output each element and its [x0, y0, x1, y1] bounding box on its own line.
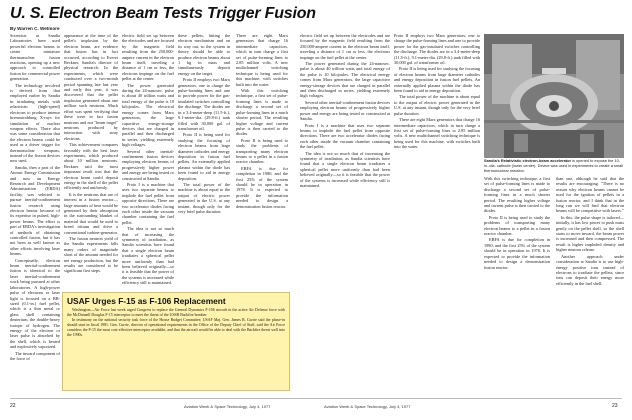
- paragraph: With this switching technique, a first set of pulse-forming lines is made to discharge a second set of pulse-forming lines in a much shorter period. The resulting higher voltage and current pulse is then carried to the diodes.: [236, 88, 288, 137]
- paragraph: The fusion neutron yield of the Sandia experiments falls many orders of magnitude short of the amount needed for net energy production, but the results are considered to be significant first steps.: [64, 236, 118, 274]
- paragraph: Several other inertial-confinement fusion devices employing electron beams of progressively higher power and energy are being tested or constructed at Sandia.: [122, 148, 174, 181]
- paragraph: Sandia, then a part of the Atomic Energy Commission and now an Energy Research and Development Administration (ERDA) facility, was selected to pursue inertial-confinement fusion research using electron beams because of its expertise in pulsed, high-power beams. The effort is part of ERDA's investigation of methods of obtaining controlled fusion, but it has not been as well known as other efforts involving laser beams.: [10, 164, 60, 257]
- paragraph: Scientists at Sandia Laboratories have used powerful electron beams to create miniature thermonuclear fusion reactions, opening up a new approach to controlled fusion for commercial power generation.: [10, 33, 60, 82]
- paragraph: The power generated during the 24-nanosec. pulse is about 40 trillion watts and total energy of the pulse is 10 kilojoules. The electrical energy comes from Marx generators, the large capacitive energy-storage devices that are charged in parallel and then discharged in series, yielding extremely high voltages.: [300, 61, 390, 99]
- paragraph: The idea is not so much that of increasing the symmetry of irradiation, as Sandia scientists have found that a single electron beam irradiates a spherical pellet more uniformly than had been believed originally—so it is feasible that the power of the systems is increased while efficiency still is maintained.: [300, 150, 390, 188]
- paragraph: these pellets, hitting the electron mechanism and on its way out, so the system in theory should be able to produce electron beams about 1 kg in mass and simultaneously deposit energy on the target.: [178, 33, 230, 76]
- column-6: [300, 33, 390, 395]
- paragraph: Proto I is a machine that uses two separate beams to implode the fuel pellet from opposite directions. There are two accelerator diodes facing each other inside the vacuum chamber containing the fuel pellet.: [300, 122, 390, 150]
- column-2: [64, 33, 118, 289]
- paragraph: Proto II employs two Marx generators, one to charge the pulse-forming lines and one to provide power for the gas-insulated switches controlling the discharge. The diodes are in a 3.4-meter-deep (11.5-ft.), 9.1-meter-dia. (29.8-ft.) tank filled with 30,000 gal. of transformer oil.: [394, 33, 480, 66]
- caption-text: is opened to expose the 10-in.-dia. cathode (lower center). Device was used in experiments to create a small thermonuclear reaction.: [484, 158, 624, 173]
- paragraph: The total power of the machine is about equal to the output of electric power generated in the U.S. at any instant, though only for the very brief pulse duration.: [178, 181, 230, 214]
- paragraph: Proto II employs two Marx generators, one to charge the pulse-forming lines and one to provide power for the gas-insulated switches controlling the discharge. The diodes are in a 3.4-meter-deep (11.5-ft.), 9.1-meter-dia. (29.8-ft.) tank filled with 30,000 gal. of transformer oil.: [178, 77, 230, 131]
- page-number-left: 22: [10, 403, 16, 409]
- column-9: [556, 176, 624, 395]
- paragraph: The idea is not so much that of increasing the symmetry of irradiation, as Sandia scientists have found that a single electron beam irradiates a spherical pellet more uniformly than had been believed originally—so it is feasible that the power of the systems is increased while efficiency still is maintained.: [122, 226, 174, 286]
- paragraph: Proto II is being used to study the problems of transporting many electron beams to a pellet in a fusion reactor chamber.: [484, 214, 550, 237]
- paragraph: The total power of the machine is about equal to the output of electric power generated in the U.S. at any instant, though only for the very brief pulse duration.: [394, 94, 480, 116]
- column-3: [122, 33, 174, 289]
- paragraph: The power generated during the 24-nanosec. pulse is about 40 trillion watts and total energy of the pulse is 10 kilojoules. The electrical energy comes from Marx generators, the large capacitive energy-storage devices that are charged in parallel and then discharged in series, yielding extremely high voltages.: [122, 82, 174, 148]
- paragraph: Several other inertial-confinement fusion devices employing electron beams of progressively higher power and energy are being tested or constructed at Sandia.: [300, 99, 390, 122]
- column-4: [178, 33, 230, 289]
- sidebar-box: [62, 292, 290, 391]
- paragraph: EBFA is due for completion in 1980, and the first 25% of the system should be in operation in 1978. It is expected to provide the information needed to design a demonstration fusion reactor.: [484, 237, 550, 270]
- paragraph: than one, although he said that the results are encouraging. "There is no reason why electron beams cannot be used for the ignition of pellets in a fusion reactor, and I think that in the long run we will find that electron beams will be competitive with lasers.": [556, 176, 624, 214]
- paragraph: EBFA is due for completion in 1980, and the first 25% of the system should be in operation in 1978. It is expected to provide the information needed to design a demonstration fusion reactor.: [236, 165, 288, 209]
- sidebar-paragraph: In testimony on the national security task force of the House Budget Committee, USAF Maj. Gen. James R. Currie said the phase-in should start in fiscal 1981. Gen. Currie, director of operational requirements in the Office of the Deputy Chief of Staff, said the Air Force considers the F-15 the most cost-effective interceptor available, and that the aircraft would be able to deal with the Backfire threat well into the 1990s.: [67, 317, 285, 337]
- paragraph: With this switching technique, a first set of pulse-forming lines is made to discharge a second set of pulse-forming lines in a much shorter period. The resulting higher voltage and current pulse is then carried to the diodes.: [484, 176, 550, 214]
- paragraph: Proto II is being used to study the problems of transporting many electron beams to a pellet in a fusion reactor chamber.: [236, 137, 288, 165]
- paragraph: electric field set up between the electrodes and are focused by the magnetic field resulting from the 250,000-ampere current in the electron beam itself, traveling a distance of 1 cm or less, the electrons impinge on the fuel pellet at the center.: [122, 33, 174, 82]
- column-7: [394, 33, 480, 395]
- paragraph: Proto II is being used for studying the focusing of electron beams from large diameter cathodes and energy deposition in fusion fuel pellets. An externally applied plasma within the diode has been found to aid in energy deposition.: [394, 66, 480, 94]
- article-headline: U. S. Electron Beam Tests Trigger Fusion: [10, 5, 316, 22]
- column-8: [484, 176, 550, 395]
- footer-divider: [10, 398, 622, 399]
- paragraph: Another approach under consideration at Sandia is to use high-energy positive ions instead of electrons to irradiate the pellets, since ions can deposit their energy more efficiently in the fuel shell.: [556, 253, 624, 286]
- column-5: [236, 33, 288, 289]
- footer-right: Aviation Week & Space Technology, July 4, 1977: [324, 404, 411, 409]
- paragraph: In this, the pulse shape is tailored—initially, it has low power to push mass gently on the pellet shell, so the shell starts to move inward, the beam power is increased and then compressed. The result is higher imploded density and higher neutron release.: [556, 214, 624, 253]
- paragraph: appearance at the time of the pellet's implosion by the electron beam, are evidence that fusion has in fact occurred, according to Everet Beckner, Sandia's director of physical research. In the experiments, which were conducted over a two-month period spanning late last year and early this year, it was discovered that the pellet implosion generated about one million such neutrons. Much effort was spent verifying that these were in fact fusion neutrons and not "beam target" neutrons produced by interaction with stray electrons.: [64, 33, 118, 141]
- paragraph: Conceptually, electron beam inertial-confinement fusion is identical to the laser inertial-confinement work being pursued at other laboratories. A high-power pulse of electrons or laser light is focused on a BB-sized (0.1-in.) fuel pellet, which is a thin metal or glass shell containing deuterium, the double-heavy isotope of hydrogen. The energy of the electron or laser pulse is absorbed by the shell, which is heated and explosively vaporized.: [10, 257, 60, 350]
- paragraph: Proto I is a machine that uses two separate beams to implode the fuel pellet from opposite directions. There are two accelerator diodes facing each other inside the vacuum chamber containing the fuel pellet.: [122, 181, 174, 225]
- paragraph: There are eight Marx generators that charge 16 intermediate capacitors, which in turn charge a first set of pulse-forming lines to 2.85 million volts. A new multichannel switching technique is being used for this machine, with switches built into the water.: [236, 33, 288, 87]
- accelerator-photo: [484, 34, 624, 158]
- column-1: [10, 33, 60, 395]
- paragraph: The inward component of the force of: [10, 350, 60, 361]
- sidebar-title: USAF Urges F-15 as F-106 Replacement: [67, 296, 226, 306]
- footer-left: Aviation Week & Space Technology, July 4, 1977: [184, 404, 271, 409]
- paragraph: The technology involved is derived from that employed earlier by Sandia in irradiating metals with relativistic (high-speed) electrons to produce intense bremsstrahlung X-rays for simulation of nuclear weapon effects. There also was some consideration that the electron beams could be used as a driver trigger for thermonuclear weapons, instead of the fission devices now used.: [10, 82, 60, 164]
- photo-caption: [484, 159, 624, 173]
- paragraph: It is the neutrons that are of interest in a fusion reactor—large amounts of heat would be generated by their absorption in the surrounding blanket of material that would be used to breed tritium and drive a conventional turbine-generator.: [64, 191, 118, 235]
- sidebar-paragraph: Washington—Air Force last week urged Congress to replace the General Dynamics F-106 aircraft in the active Air Defense force with the McDonnell Douglas F-15 interceptor to meet the threat of the USSR Backfire bomber.: [67, 308, 285, 317]
- article-byline: By Warren C. Wetmore: [10, 26, 60, 31]
- paragraph: Proto II is being used for studying the focusing of electron beams from large diameter cathodes and energy deposition in fusion fuel pellets. An externally applied plasma within the diode has been found to aid in energy deposition.: [178, 132, 230, 181]
- paragraph: There are eight Marx generators that charge 16 intermediate capacitors, which in turn charge a first set of pulse-forming lines to 2.85 million volts. A new multichannel switching technique is being used for this machine, with switches built into the water.: [394, 117, 480, 150]
- paragraph: This achievement compares favorably with the best laser experiments, which produced about 10 million neutrons. Beckner said the most important result was that the electron beam could deposit energy in the shell of the pellet efficiently and uniformly.: [64, 142, 118, 191]
- paragraph: electric field set up between the electrodes and are focused by the magnetic field resulting from the 250,000-ampere current in the electron beam itself, traveling a distance of 1 cm or less, the electrons impinge on the fuel pellet at the center.: [300, 33, 390, 60]
- caption-lead: Sandia's Relativistic electron-beam accelerator: [484, 158, 571, 163]
- page-number-right: 23: [612, 403, 618, 409]
